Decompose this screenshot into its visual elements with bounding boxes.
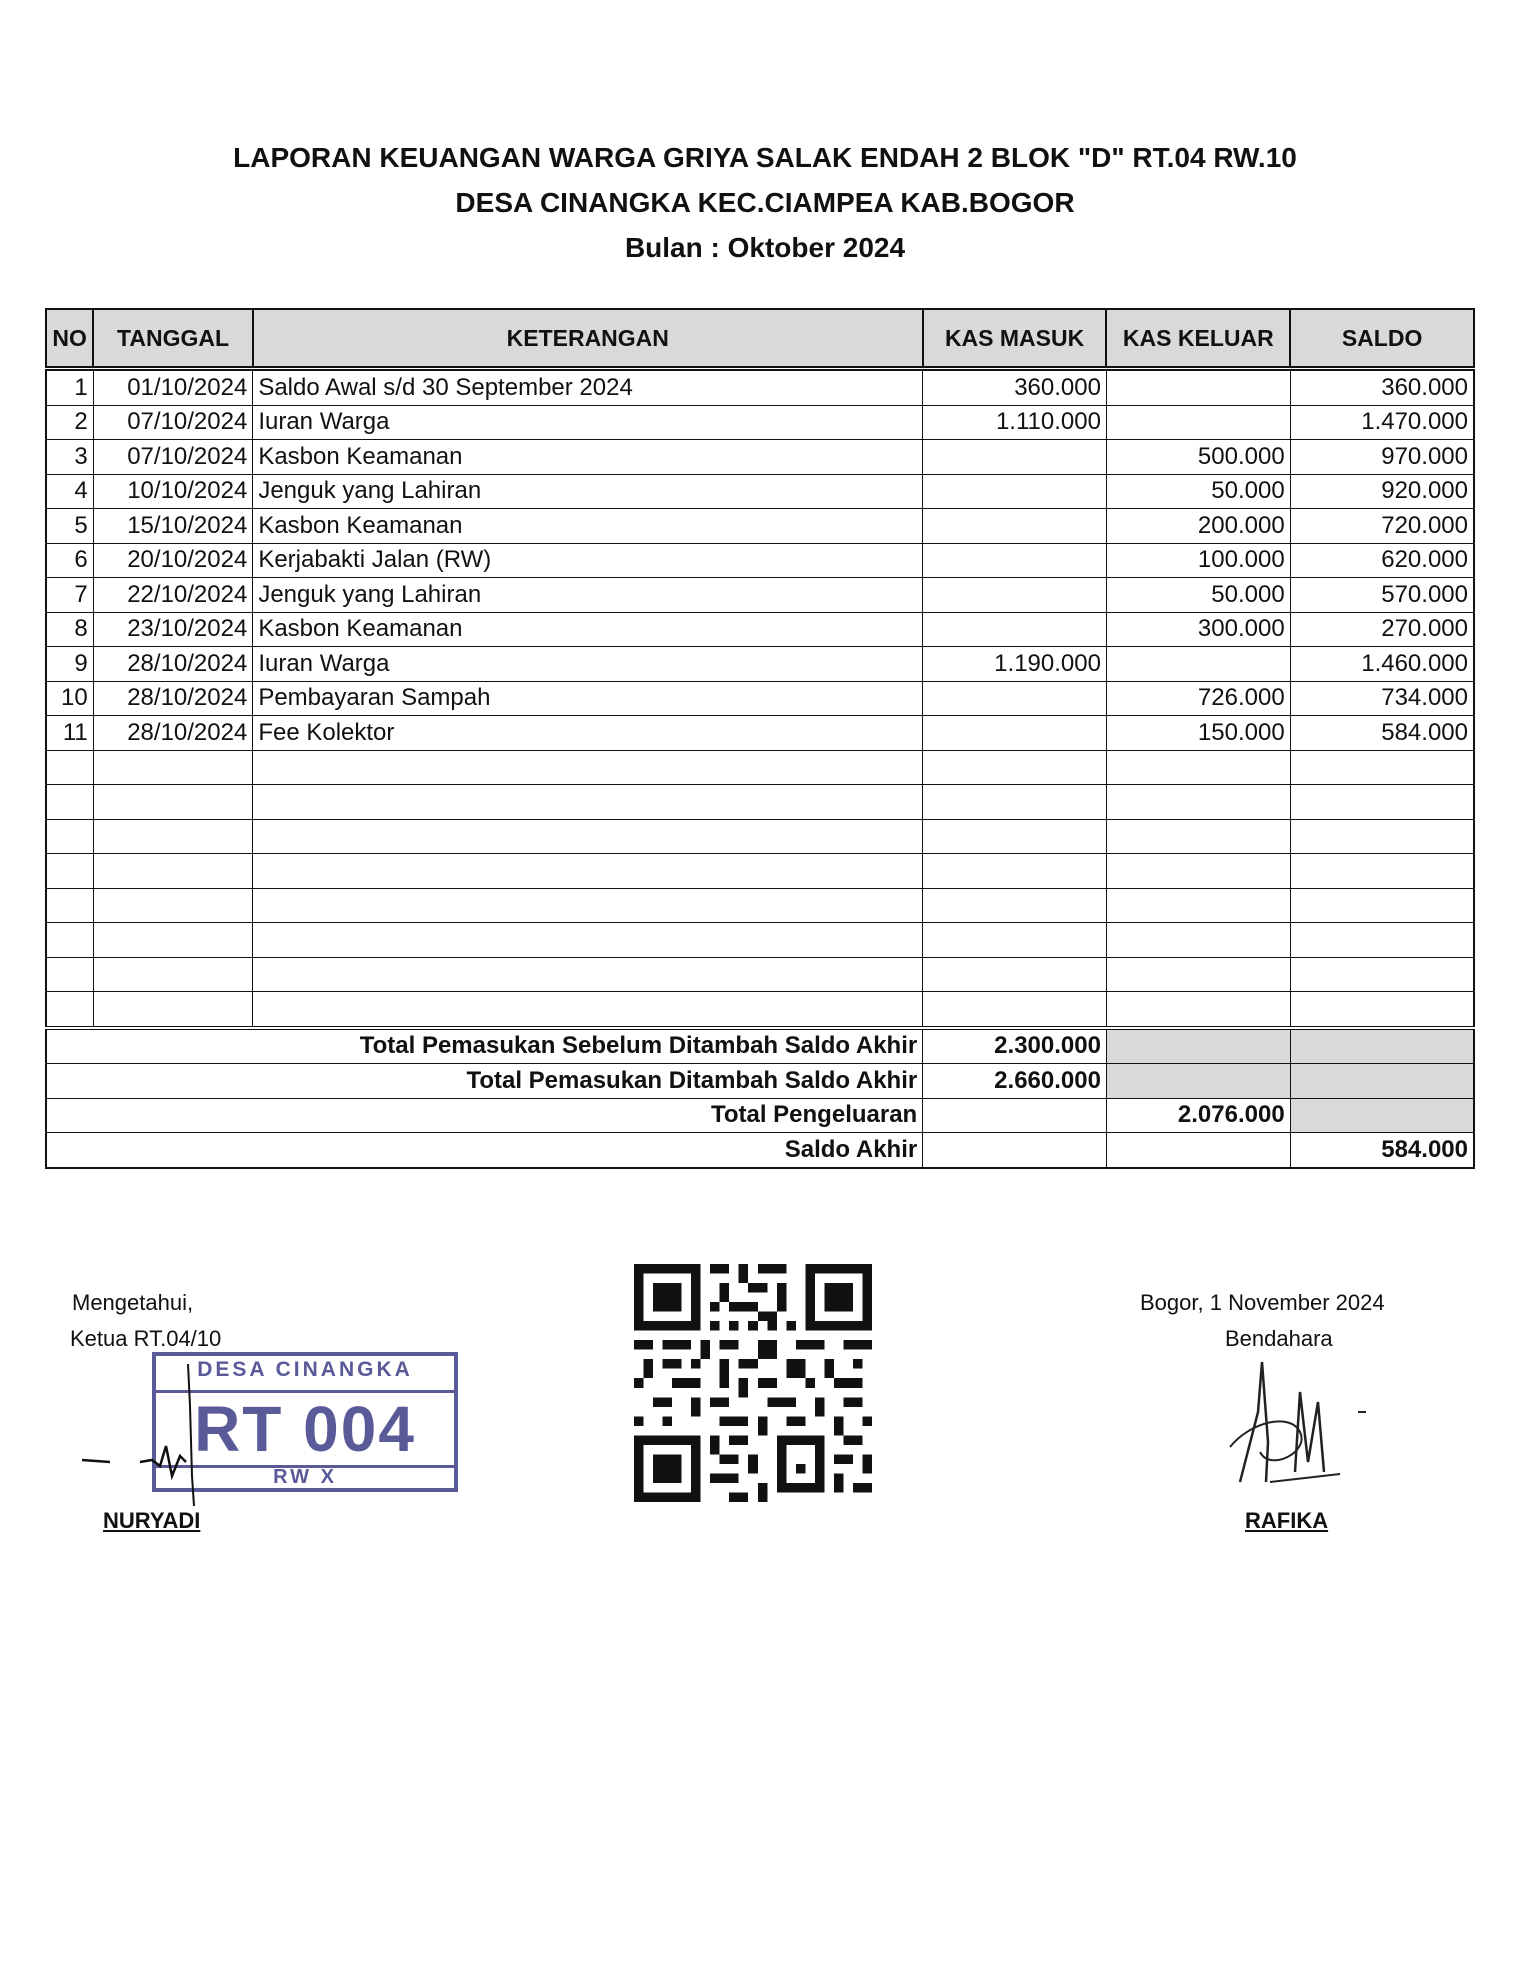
empty-row <box>46 992 1474 1028</box>
right-sign-date: Bogor, 1 November 2024 <box>1140 1290 1385 1315</box>
cell-masuk <box>923 578 1107 613</box>
col-header-kas-keluar: KAS KELUAR <box>1106 309 1290 369</box>
cell-keterangan: Fee Kolektor <box>253 716 923 751</box>
cell-no: 3 <box>46 440 93 475</box>
final-balance-row <box>46 1133 1474 1168</box>
cell-saldo: 1.470.000 <box>1290 405 1474 440</box>
cell-tanggal: 23/10/2024 <box>93 612 253 647</box>
cell-keterangan: Kasbon Keamanan <box>253 612 923 647</box>
cell-tanggal: 28/10/2024 <box>93 716 253 751</box>
cell-no: 9 <box>46 647 93 682</box>
cell-keterangan: Pembayaran Sampah <box>253 681 923 716</box>
cell-no: 10 <box>46 681 93 716</box>
left-sign-line2: Ketua RT.04/10 <box>70 1326 222 1351</box>
cell-masuk <box>923 612 1107 647</box>
right-signature-icon <box>1200 1352 1380 1502</box>
cell-masuk: 360.000 <box>923 369 1107 406</box>
cell-saldo: 584.000 <box>1290 716 1474 751</box>
total-expense-label: Total Pengeluaran <box>46 1098 923 1133</box>
cell-saldo: 360.000 <box>1290 369 1474 406</box>
left-sign-line1: Mengetahui, <box>72 1290 194 1315</box>
cell-tanggal: 01/10/2024 <box>93 369 253 406</box>
col-header-tanggal: TANGGAL <box>93 309 253 369</box>
table-header-row <box>46 309 1474 369</box>
cell-keluar <box>1106 647 1290 682</box>
col-header-keterangan: KETERANGAN <box>253 309 923 369</box>
cell-keterangan: Kasbon Keamanan <box>253 509 923 544</box>
total-expense-value: 2.076.000 <box>1106 1098 1290 1133</box>
empty-row <box>46 957 1474 992</box>
col-header-no: NO <box>46 309 93 369</box>
cell-tanggal: 20/10/2024 <box>93 543 253 578</box>
cell-keluar: 50.000 <box>1106 474 1290 509</box>
cell-no: 11 <box>46 716 93 751</box>
cell-saldo: 570.000 <box>1290 578 1474 613</box>
cell-tanggal: 15/10/2024 <box>93 509 253 544</box>
cell-keterangan: Iuran Warga <box>253 405 923 440</box>
cell-no: 1 <box>46 369 93 406</box>
cell-masuk <box>923 509 1107 544</box>
cell-keluar: 150.000 <box>1106 716 1290 751</box>
cell-tanggal: 10/10/2024 <box>93 474 253 509</box>
empty-row <box>46 785 1474 820</box>
stamp-line1: DESA CINANGKA <box>197 1358 413 1381</box>
cell-tanggal: 07/10/2024 <box>93 440 253 475</box>
cell-keluar: 200.000 <box>1106 509 1290 544</box>
cell-no: 4 <box>46 474 93 509</box>
right-signer-name: RAFIKA <box>1245 1508 1329 1533</box>
empty-row <box>46 854 1474 889</box>
cell-masuk <box>923 716 1107 751</box>
cell-tanggal: 22/10/2024 <box>93 578 253 613</box>
cell-keluar: 726.000 <box>1106 681 1290 716</box>
empty-row <box>46 819 1474 854</box>
cell-keterangan: Jenguk yang Lahiran <box>253 474 923 509</box>
cell-masuk <box>923 543 1107 578</box>
final-balance-value: 584.000 <box>1290 1133 1474 1168</box>
total-income-before-value: 2.300.000 <box>923 1028 1107 1064</box>
cell-keluar: 500.000 <box>1106 440 1290 475</box>
col-header-kas-masuk: KAS MASUK <box>923 309 1107 369</box>
finance-table <box>45 308 1475 1169</box>
total-income-after-row <box>46 1064 1474 1099</box>
table-row <box>46 440 1474 475</box>
table-row <box>46 369 1474 406</box>
table-row <box>46 405 1474 440</box>
qr-code-icon <box>634 1264 872 1502</box>
cell-keluar: 100.000 <box>1106 543 1290 578</box>
cell-keterangan: Saldo Awal s/d 30 September 2024 <box>253 369 923 406</box>
cell-no: 7 <box>46 578 93 613</box>
total-income-after-label: Total Pemasukan Ditambah Saldo Akhir <box>46 1064 923 1099</box>
cell-saldo: 270.000 <box>1290 612 1474 647</box>
cell-keluar: 50.000 <box>1106 578 1290 613</box>
cell-masuk: 1.110.000 <box>923 405 1107 440</box>
cell-keterangan: Iuran Warga <box>253 647 923 682</box>
report-subtitle: DESA CINANGKA KEC.CIAMPEA KAB.BOGOR <box>455 187 1075 218</box>
total-expense-row <box>46 1098 1474 1133</box>
cell-masuk <box>923 440 1107 475</box>
cell-saldo: 970.000 <box>1290 440 1474 475</box>
cell-masuk <box>923 474 1107 509</box>
right-sign-role: Bendahara <box>1225 1326 1333 1351</box>
cell-masuk <box>923 681 1107 716</box>
report-title: LAPORAN KEUANGAN WARGA GRIYA SALAK ENDAH 2 BLOK "D" RT.04 RW.10 <box>233 142 1297 173</box>
cell-keluar: 300.000 <box>1106 612 1290 647</box>
cell-tanggal: 28/10/2024 <box>93 681 253 716</box>
cell-keterangan: Kasbon Keamanan <box>253 440 923 475</box>
cell-no: 5 <box>46 509 93 544</box>
cell-saldo: 720.000 <box>1290 509 1474 544</box>
empty-row <box>46 750 1474 785</box>
cell-tanggal: 07/10/2024 <box>93 405 253 440</box>
cell-saldo: 734.000 <box>1290 681 1474 716</box>
table-row <box>46 543 1474 578</box>
stamp-line3: RW X <box>273 1466 337 1488</box>
left-signer-name: NURYADI <box>103 1508 201 1533</box>
table-row <box>46 716 1474 751</box>
table-row <box>46 681 1474 716</box>
cell-keterangan: Jenguk yang Lahiran <box>253 578 923 613</box>
cell-keterangan: Kerjabakti Jalan (RW) <box>253 543 923 578</box>
cell-no: 8 <box>46 612 93 647</box>
table-row <box>46 474 1474 509</box>
table-row <box>46 612 1474 647</box>
cell-masuk: 1.190.000 <box>923 647 1107 682</box>
stamp-line2: RT 004 <box>156 1390 454 1468</box>
empty-row <box>46 923 1474 958</box>
total-income-after-value: 2.660.000 <box>923 1064 1107 1099</box>
cell-no: 2 <box>46 405 93 440</box>
cell-saldo: 620.000 <box>1290 543 1474 578</box>
col-header-saldo: SALDO <box>1290 309 1474 369</box>
cell-keluar <box>1106 369 1290 406</box>
table-row <box>46 578 1474 613</box>
cell-keluar <box>1106 405 1290 440</box>
cell-no: 6 <box>46 543 93 578</box>
cell-saldo: 1.460.000 <box>1290 647 1474 682</box>
total-income-before-row <box>46 1028 1474 1064</box>
cell-saldo: 920.000 <box>1290 474 1474 509</box>
cell-tanggal: 28/10/2024 <box>93 647 253 682</box>
table-row <box>46 647 1474 682</box>
final-balance-label: Saldo Akhir <box>46 1133 923 1168</box>
left-signature-icon <box>76 1356 226 1506</box>
table-row <box>46 509 1474 544</box>
total-income-before-label: Total Pemasukan Sebelum Ditambah Saldo Akhir <box>46 1028 923 1064</box>
empty-row <box>46 888 1474 923</box>
report-month: Bulan : Oktober 2024 <box>624 232 906 263</box>
